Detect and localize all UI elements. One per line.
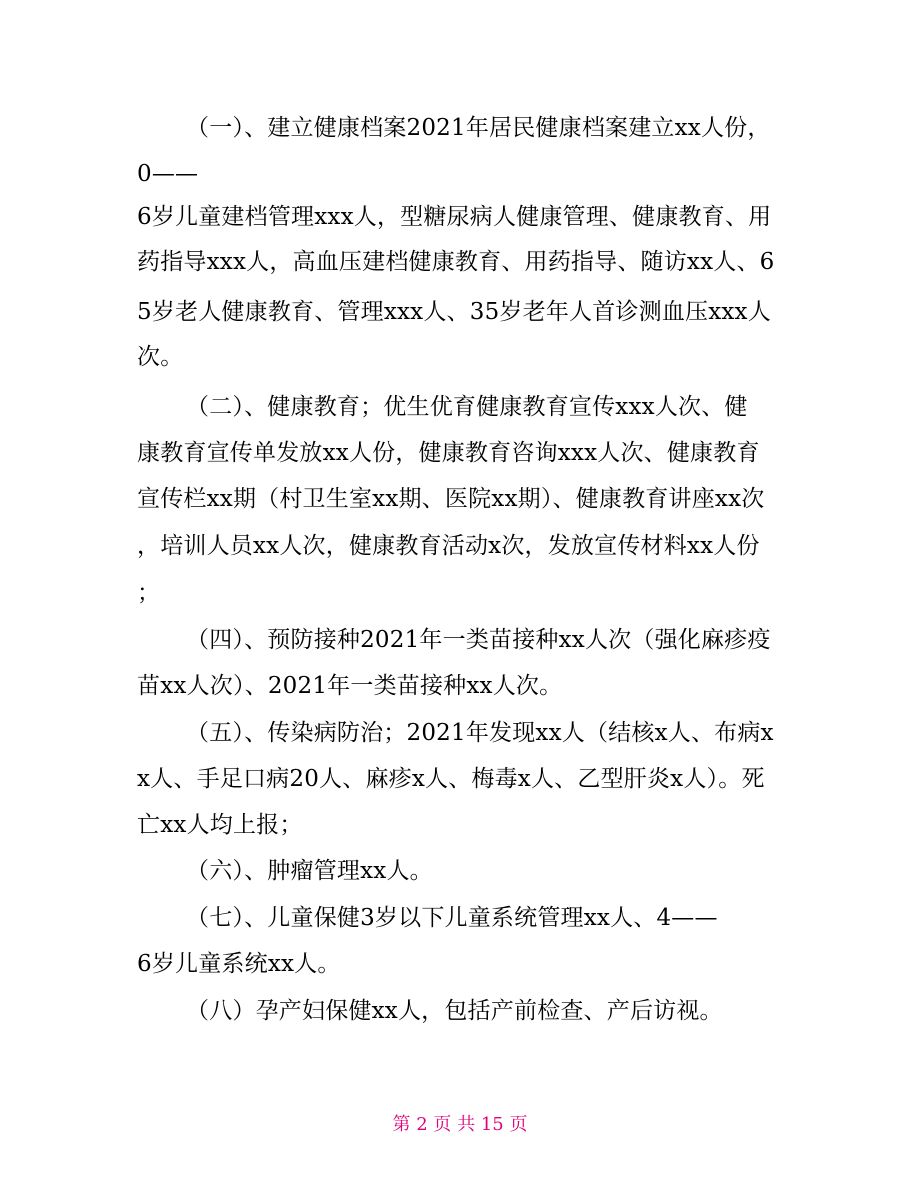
- paragraph-5-line-3: 亡xx人均上报；: [137, 812, 303, 838]
- paragraph-1-line-4: 药指导xxx人，高血压建档健康教育、用药指导、随访xx人、6: [137, 249, 775, 275]
- paragraph-7-line-2: 6岁儿童系统xx人。: [137, 951, 341, 977]
- paragraph-8-line-1: （八）孕产妇保健xx人，包括产前检查、产后访视。: [186, 998, 723, 1024]
- paragraph-2-line-3: 宣传栏xx期（村卫生室xx期、医院xx期）、健康教育讲座xx次: [137, 486, 765, 512]
- paragraph-5-line-1: （五）、传染病防治；2021年发现xx人（结核x人、布病x: [186, 720, 774, 746]
- paragraph-1-line-1: （一）、建立健康档案2021年居民健康档案建立xx人份，: [186, 115, 771, 141]
- paragraph-1-line-2: 0——: [137, 161, 199, 187]
- paragraph-1-line-3: 6岁儿童建档管理xxx人，型糖尿病人健康管理、健康教育、用: [137, 204, 772, 230]
- paragraph-2-line-1: （二）、健康教育；优生优育健康教育宣传xxx人次、健: [186, 394, 748, 420]
- paragraph-1-line-6: 次。: [137, 344, 184, 370]
- paragraph-7-line-1: （七）、儿童保健3岁以下儿童系统管理xx人、4——: [186, 905, 718, 931]
- paragraph-2-line-2: 康教育宣传单发放xx人份，健康教育咨询xxx人次、健康教育: [137, 440, 760, 466]
- paragraph-4-line-1: （四）、预防接种2021年一类苗接种xx人次（强化麻疹疫: [186, 627, 771, 653]
- page-number-footer: 第 2 页 共 15 页: [392, 1114, 528, 1135]
- paragraph-2-line-5: ；: [137, 580, 161, 606]
- paragraph-4-line-2: 苗xx人次）、2021年一类苗接种xx人次。: [137, 673, 563, 699]
- paragraph-1-line-5: 5岁老人健康教育、管理xxx人、35岁老年人首诊测血压xxx人: [137, 299, 771, 325]
- paragraph-6-line-1: （六）、肿瘤管理xx人。: [186, 858, 433, 884]
- paragraph-2-line-4: ，培训人员xx人次，健康教育活动x次，发放宣传材料xx人份: [137, 533, 760, 559]
- paragraph-5-line-2: x人、手足口病20人、麻疹x人、梅毒x人、乙型肝炎x人）。死: [137, 766, 765, 792]
